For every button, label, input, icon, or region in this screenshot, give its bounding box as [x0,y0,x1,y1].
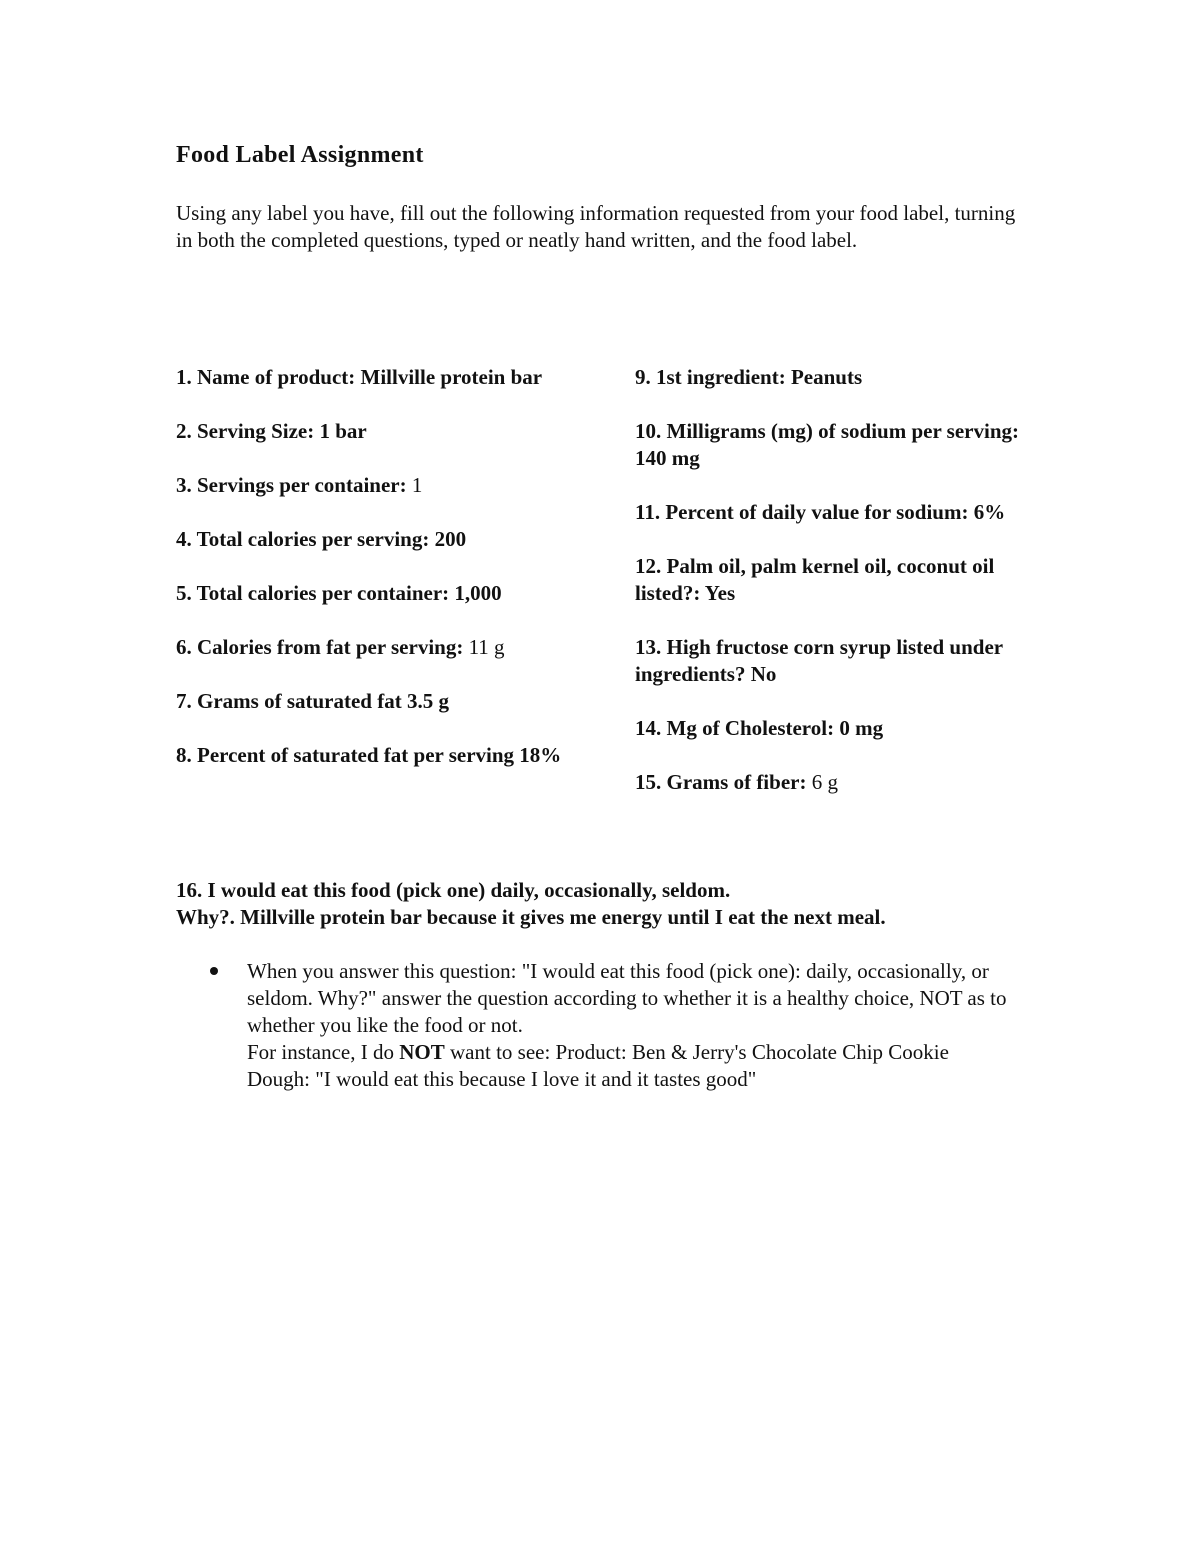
question-item: 1. Name of product: Millville protein bar [176,365,543,389]
question-item: 5. Total calories per container: 1,000 [176,581,502,605]
question-item: 12. Palm oil, palm kernel oil, coconut oil listed?: Yes [635,554,995,605]
question-16-prompt: 16. I would eat this food (pick one) daily, occasionally, seldom. [176,878,731,902]
note-part-1: When you answer this question: "I would eat this food (pick one): daily, occasionally, or seldom. Why?" answer the question according to whether it is a healthy choice, NOT as to whether you like the food or not. [247,959,1007,1037]
question-item: 8. Percent of saturated fat per serving 18% [176,743,562,767]
note-part-2: For instance, I do NOT want to see: Product: Ben & Jerry's Chocolate Chip Cookie Dough: "I would eat this because I love it and it tastes good" [247,1040,949,1091]
question-item: 4. Total calories per serving: 200 [176,527,467,551]
question-item: 7. Grams of saturated fat 3.5 g [176,689,449,713]
question-item: 6. Calories from fat per serving: 11 g [176,635,505,659]
question-item: 15. Grams of fiber: 6 g [635,770,838,794]
instruction-note [210,958,1010,1093]
bullet-icon [210,967,218,975]
question-item: 2. Serving Size: 1 bar [176,419,367,443]
intro-paragraph: Using any label you have, fill out the following information requested from your food label, turning in both the completed questions, typed or neatly hand written, and the food label. [176,201,1016,252]
question-item: 11. Percent of daily value for sodium: 6% [635,500,1006,524]
question-item: 3. Servings per container: 1 [176,473,423,497]
question-item: 9. 1st ingredient: Peanuts [635,365,863,389]
page-title: Food Label Assignment [176,142,424,168]
question-16-answer: Why?. Millville protein bar because it gives me energy until I eat the next meal. [176,905,886,929]
question-item: 13. High fructose corn syrup listed under ingredients? No [635,635,1003,686]
right-question-column [635,364,1025,823]
note-text [247,958,1010,1093]
left-question-column [176,364,576,796]
question-16 [176,877,1036,931]
question-item: 10. Milligrams (mg) of sodium per serving: 140 mg [635,419,1019,470]
question-item: 14. Mg of Cholesterol: 0 mg [635,716,884,740]
